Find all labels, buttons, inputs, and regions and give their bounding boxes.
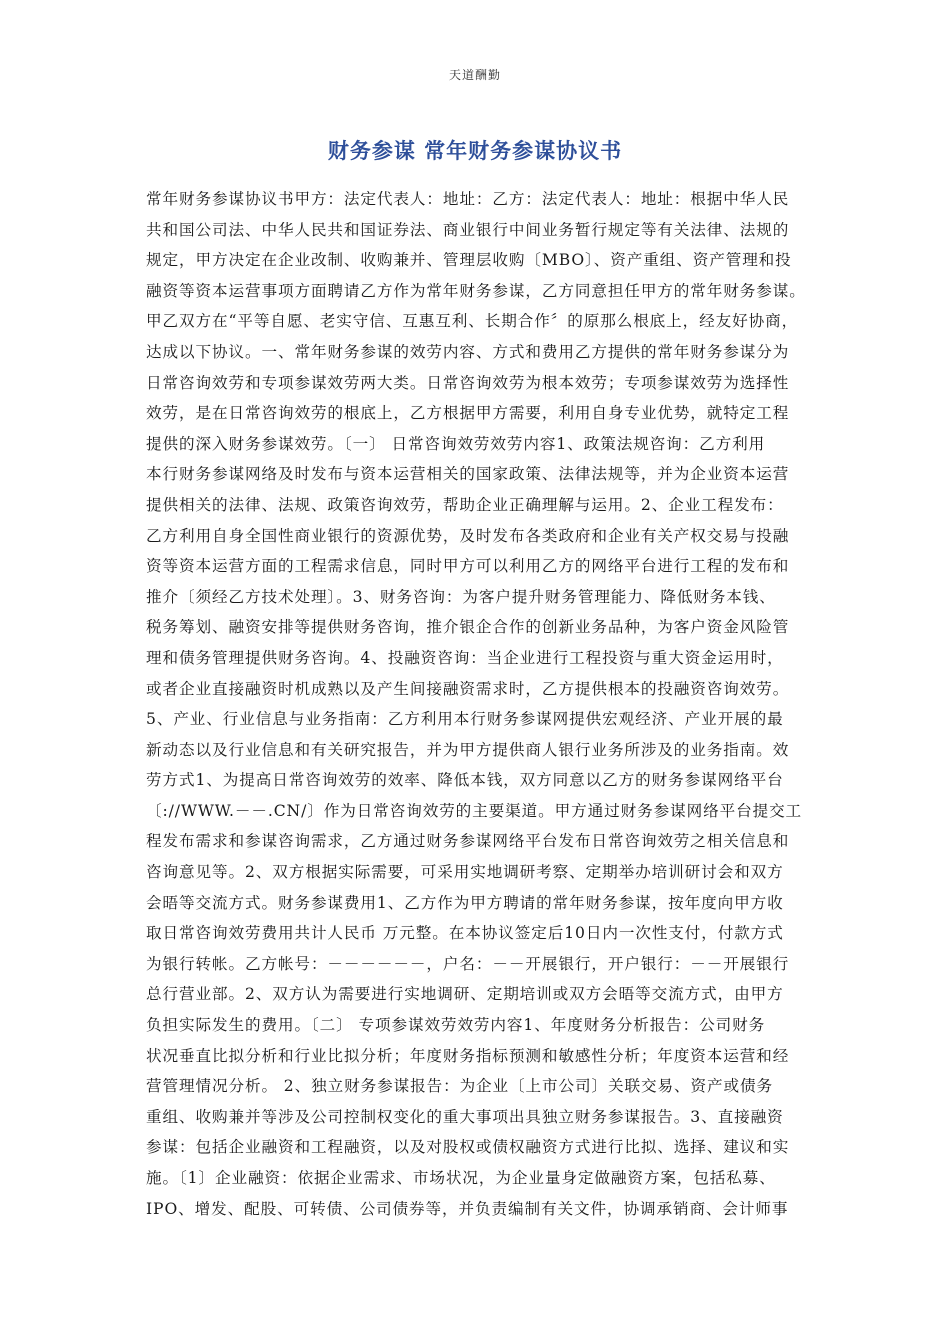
body-line: 状况垂直比拟分析和行业比拟分析；年度财务指标预测和敏感性分析；年度资本运营和经: [146, 1046, 790, 1065]
body-line: 重组、收购兼并等涉及公司控制权变化的重大事项出具独立财务参谋报告。3、直接融资: [146, 1107, 784, 1126]
page-header: 天道酬勤: [448, 68, 501, 82]
body-line: 提供相关的法律、法规、政策咨询效劳，帮助企业正确理解与运用。2、企业工程发布：: [146, 495, 784, 514]
body-line: IPO、增发、配股、可转债、公司债券等，并负责编制有关文件，协调承销商、会计师事: [146, 1199, 789, 1218]
body-line: 负担实际发生的费用。〔二〕 专项参谋效劳效劳内容1、年度财务分析报告：公司财务: [146, 1016, 766, 1035]
body-line: 或者企业直接融资时机成熟以及产生间接融资需求时，乙方提供根本的投融资咨询效劳。: [146, 679, 790, 698]
body-line: 税务筹划、融资安排等提供财务咨询，推介银企合作的创新业务品种，为客户资金风险管: [146, 618, 790, 637]
body-line: 日常咨询效劳和专项参谋效劳两大类。日常咨询效劳为根本效劳；专项参谋效劳为选择性: [146, 373, 790, 392]
body-line: 推介〔须经乙方技术处理〕。3、财务咨询：为客户提升财务管理能力、降低财务本钱、: [146, 587, 776, 606]
body-line: 参谋：包括企业融资和工程融资，以及对股权或债权融资方式进行比拟、选择、建议和实: [146, 1138, 790, 1157]
body-line: 达成以下协议。一、常年财务参谋的效劳内容、方式和费用乙方提供的常年财务参谋分为: [146, 342, 790, 361]
body-line: 会晤等交流方式。财务参谋费用1、乙方作为甲方聘请的常年财务参谋，按年度向甲方收: [146, 893, 784, 912]
body-line: 取日常咨询效劳费用共计人民币 万元整。在本协议签定后10日内一次性支付，付款方式: [146, 924, 784, 943]
body-line: 咨询意见等。2、双方根据实际需要，可采用实地调研考察、定期举办培训研讨会和双方: [146, 863, 784, 882]
body-line: 理和债务管理提供财务咨询。4、投融资咨询：当企业进行工程投资与重大资金运用时，: [146, 648, 784, 667]
body-line: 新动态以及行业信息和有关研究报告，并为甲方提供商人银行业务所涉及的业务指南。效: [146, 740, 790, 759]
body-line: 5、产业、行业信息与业务指南：乙方利用本行财务参谋网提供宏观经济、产业开展的最: [146, 710, 784, 729]
body-line: 资等资本运营方面的工程需求信息，同时甲方可以利用乙方的网络平台进行工程的发布和: [146, 557, 790, 576]
body-line: 程发布需求和参谋咨询需求，乙方通过财务参谋网络平台发布日常咨询效劳之相关信息和: [146, 832, 790, 851]
body-line: 施。〔1〕企业融资：依据企业需求、市场状况，为企业量身定做融资方案，包括私募、: [146, 1169, 776, 1187]
body-line: 劳方式1、为提高日常咨询效劳的效率、降低本钱，双方同意以乙方的财务参谋网络平台: [146, 771, 784, 790]
body-line: 规定，甲方决定在企业改制、收购兼并、管理层收购〔MBO〕、资产重组、资产管理和投: [146, 251, 792, 270]
body-line: 共和国公司法、中华人民共和国证券法、商业银行中间业务暂行规定等有关法律、法规的: [146, 220, 790, 239]
document-title: 财务参谋 常年财务参谋协议书: [327, 139, 623, 163]
body-line: 提供的深入财务参谋效劳。〔一〕 日常咨询效劳效劳内容1、政策法规咨询：乙方利用: [146, 434, 766, 453]
body-line: 营管理情况分析。 2、独立财务参谋报告：为企业〔上市公司〕关联交易、资产或债务: [146, 1077, 773, 1096]
body-line: 常年财务参谋协议书甲方：法定代表人：地址：乙方：法定代表人：地址：根据中华人民: [146, 190, 790, 208]
body-line: 〔://WWW.－－.CN/〕作为日常咨询效劳的主要渠道。甲方通过财务参谋网络平台提交工: [146, 801, 803, 820]
body-line: 乙方利用自身全国性商业银行的资源优势，及时发布各类政府和企业有关产权交易与投融: [146, 526, 790, 545]
document-body: [146, 184, 826, 1224]
body-line: 融资等资本运营事项方面聘请乙方作为常年财务参谋，乙方同意担任甲方的常年财务参谋。: [146, 281, 806, 300]
body-line: 本行财务参谋网络及时发布与资本运营相关的国家政策、法律法规等，并为企业资本运营: [146, 465, 790, 484]
body-line: 效劳，是在日常咨询效劳的根底上，乙方根据甲方需要，利用自身专业优势，就特定工程: [146, 404, 790, 423]
body-line: 甲乙双方在“平等自愿、老实守信、互惠互利、长期合作〞的原那么根底上，经友好协商，: [146, 312, 799, 331]
body-line: 总行营业部。2、双方认为需要进行实地调研、定期培训或双方会晤等交流方式，由甲方: [146, 985, 784, 1004]
body-line: 为银行转帐。乙方帐号：－－－－－－，户名：－－开展银行，开户银行：－－开展银行: [146, 954, 790, 973]
